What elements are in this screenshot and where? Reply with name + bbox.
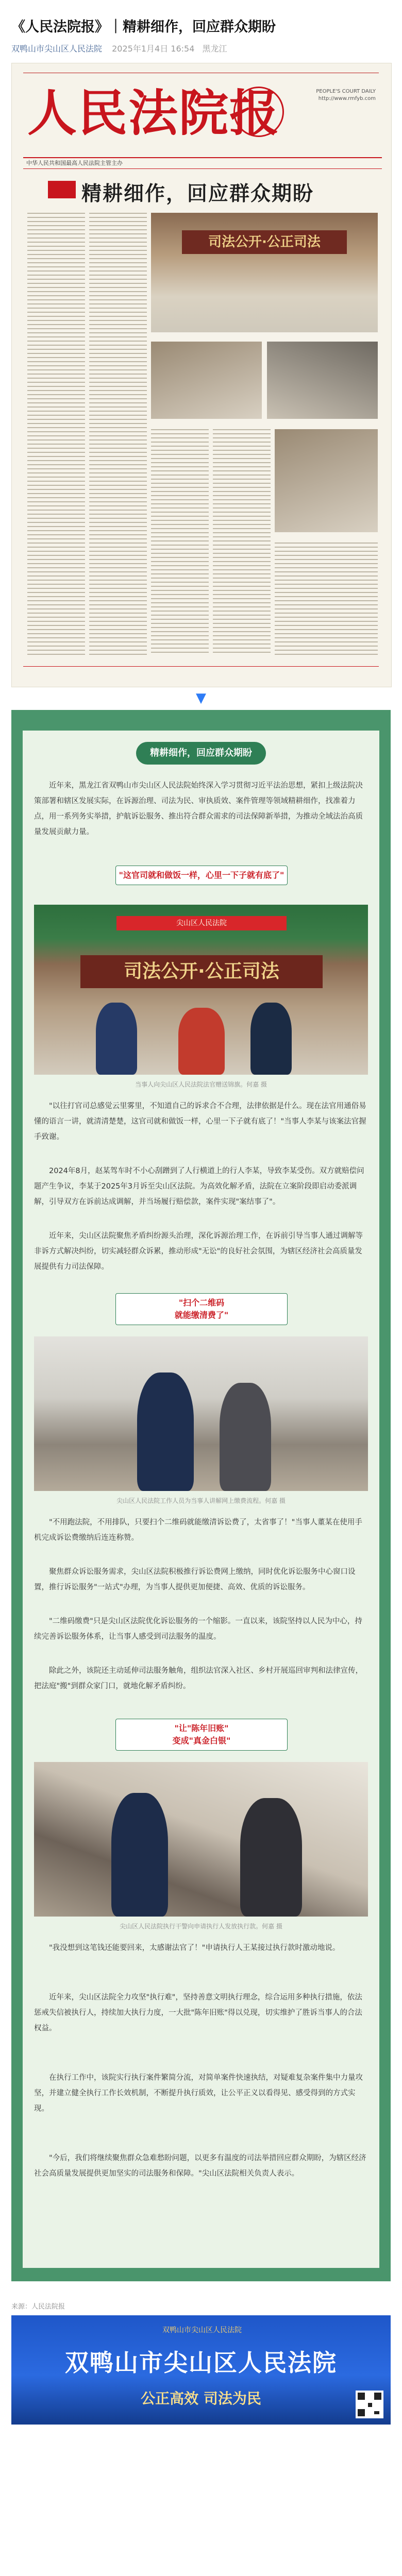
text-column xyxy=(89,213,147,656)
paper-main-photo xyxy=(151,213,378,332)
court-seal-icon xyxy=(233,87,284,137)
publish-location: 黑龙江 xyxy=(202,44,227,54)
text-column xyxy=(275,543,378,656)
article-photo xyxy=(34,1336,368,1491)
paragraph: 在执行工作中，该院实行执行案件繁简分流，对简单案件快速执结，对疑难复杂案件集中力量攻坚，并建立健全执行工作长效机制，不断提升执行质效，让公平正义以看得见、感受得到的方式实现。 xyxy=(34,2074,363,2113)
paragraph: "今后，我们将继续聚焦群众急难愁盼问题，以更多有温度的司法举措回应群众期盼，为辖区经济社会高质量发展提供更加坚实的司法服务和保障。"尖山区法院相关负责人表示。 xyxy=(34,2154,366,2178)
article-source: 来源：人民法院报 xyxy=(11,2303,65,2311)
article-photo xyxy=(34,1762,368,1917)
paragraph: "二维码缴费"只是尖山区法院优化诉讼服务的一个缩影。一直以来，该院坚持以人民为中心，持续完善诉讼服务体系，让当事人感受到司法服务的温度。 xyxy=(34,1617,362,1641)
paragraph: 近年来，尖山区法院聚焦矛盾纠纷源头治理，深化诉源治理工作，在诉前引导当事人通过调解等非诉方式解决纠纷，切实减轻群众诉累，推动形成"无讼"的良好社会氛围，为辖区经济社会高质量发展提供有力司法保障。 xyxy=(34,1232,363,1271)
paper-photo xyxy=(151,342,262,419)
photo-banner: 尖山区人民法院 xyxy=(116,916,287,930)
paragraph: "我没想到这笔钱还能要回来，太感谢法官了！"申请执行人王某接过执行款时激动地说。 xyxy=(49,1944,340,1952)
paper-headline: 精耕细作，回应群众期盼 xyxy=(81,182,314,206)
person xyxy=(240,1798,302,1917)
headline-accent xyxy=(48,181,76,198)
paper-photo xyxy=(267,342,378,419)
footer-line: 双鸭山市尖山区人民法院 xyxy=(162,2326,242,2334)
subhead: "扫个二维码 就能缴清费了" xyxy=(115,1293,288,1325)
paper-photo xyxy=(275,429,378,532)
subhead: "这官司就和做饭一样，心里一下子就有底了" xyxy=(115,866,288,885)
text-column xyxy=(151,429,209,656)
subhead: "让"陈年旧账" 变成"真金白银" xyxy=(115,1719,288,1751)
person xyxy=(137,1372,194,1491)
photo-caption: 尖山区人民法院执行干警向申请执行人发放执行款。何嘉 摄 xyxy=(120,1923,282,1930)
article-meta xyxy=(11,42,227,54)
down-arrow-icon: ▼ xyxy=(196,690,206,706)
photo-sign: 司法公开·公正司法 xyxy=(182,230,347,254)
publish-date: 2025年1月4日 16:54 xyxy=(112,44,195,54)
paper-top-line xyxy=(23,67,379,73)
article-title: 《人民法院报》｜精耕细作，回应群众期盼 xyxy=(11,19,276,35)
section-tag: 精耕细作，回应群众期盼 xyxy=(136,742,266,765)
paragraph: 近年来，尖山区法院全力攻坚"执行难"，坚持善意文明执行理念，综合运用多种执行措施，依法惩戒失信被执行人，持续加大执行力度，一大批"陈年旧账"得以兑现，切实维护了胜诉当事人的合法权益。 xyxy=(34,1993,362,2032)
paper-masthead: 人民法院报 xyxy=(27,84,280,142)
paragraph: 除此之外，该院还主动延伸司法服务触角，组织法官深入社区、乡村开展巡回审判和法律宣传，把法庭"搬"到群众家门口，就地化解矛盾纠纷。 xyxy=(34,1667,363,1690)
photo-caption: 当事人向尖山区人民法院法官赠送锦旗。何嘉 摄 xyxy=(135,1081,267,1088)
person xyxy=(96,1003,137,1075)
paragraph: 聚焦群众诉讼服务需求，尖山区法院积极推行诉讼费网上缴纳，同时优化诉讼服务中心窗口设置，推行诉讼服务"一站式"办理，为当事人提供更加便捷、高效、优质的诉讼服务。 xyxy=(34,1568,356,1591)
paper-sub-line: 中华人民共和国最高人民法院主管主办 xyxy=(23,157,382,169)
person xyxy=(220,1383,271,1491)
photo-caption: 尖山区人民法院工作人员为当事人讲解网上缴费流程。何嘉 摄 xyxy=(116,1497,286,1504)
content-panel xyxy=(11,710,391,2281)
banner-flag xyxy=(178,1008,225,1075)
paragraph: 近年来，黑龙江省双鸭山市尖山区人民法院始终深入学习贯彻习近平法治思想，紧扣上级法院决策部署和辖区发展实际，在诉源治理、司法为民、审执质效、案件管理等领域精耕细作，找准着力点，用一系列务实举措，护航诉讼服务、推出符合群众需求的司法保障新举措，为推动全域法治高质量发展贡献力量。 xyxy=(34,782,363,836)
account-link[interactable]: 双鸭山市尖山区人民法院 xyxy=(11,44,103,54)
paragraph: "不用跑法院，不用排队，只要扫个二维码就能缴清诉讼费了，太省事了！"当事人董某在使用手机完成诉讼费缴纳后连连称赞。 xyxy=(34,1518,362,1542)
paragraph: "以往打官司总感觉云里雾里，不知道自己的诉求合不合理，法律依据是什么。现在法官用通俗易懂的语言一讲，就清清楚楚，这官司就和做饭一样，心里一下子就有底了！"当事人李某与该案法官握手致谢。 xyxy=(34,1102,366,1141)
content-panel-inner xyxy=(23,731,379,2268)
footer-slogan: 公正高效 司法为民 xyxy=(141,2390,261,2407)
person xyxy=(111,1793,168,1917)
footer-banner xyxy=(11,2315,391,2425)
qr-code-icon[interactable] xyxy=(356,2391,383,2418)
photo-sign: 司法公开·公正司法 xyxy=(80,955,323,988)
article-photo xyxy=(34,905,368,1075)
person xyxy=(250,1003,292,1075)
footer-title: 双鸭山市尖山区人民法院 xyxy=(65,2349,337,2377)
newspaper-image xyxy=(11,63,392,687)
text-column xyxy=(27,213,85,656)
paper-info: PEOPLE'S COURT DAILY http://www.rmfyb.com xyxy=(316,89,376,101)
text-column xyxy=(213,429,271,656)
paragraph: 2024年8月，赵某驾车时不小心刮蹭到了人行横道上的行人李某，导致李某受伤。双方就赔偿问题产生争议，李某于2025年3月诉至尖山区法院。为高效化解矛盾，法院在立案阶段即启动委派调解，引导双方在诉前达成调解，并当场履行赔偿款，案件实现"案结事了"。 xyxy=(34,1167,364,1206)
paper-bottom-strip xyxy=(23,666,379,676)
